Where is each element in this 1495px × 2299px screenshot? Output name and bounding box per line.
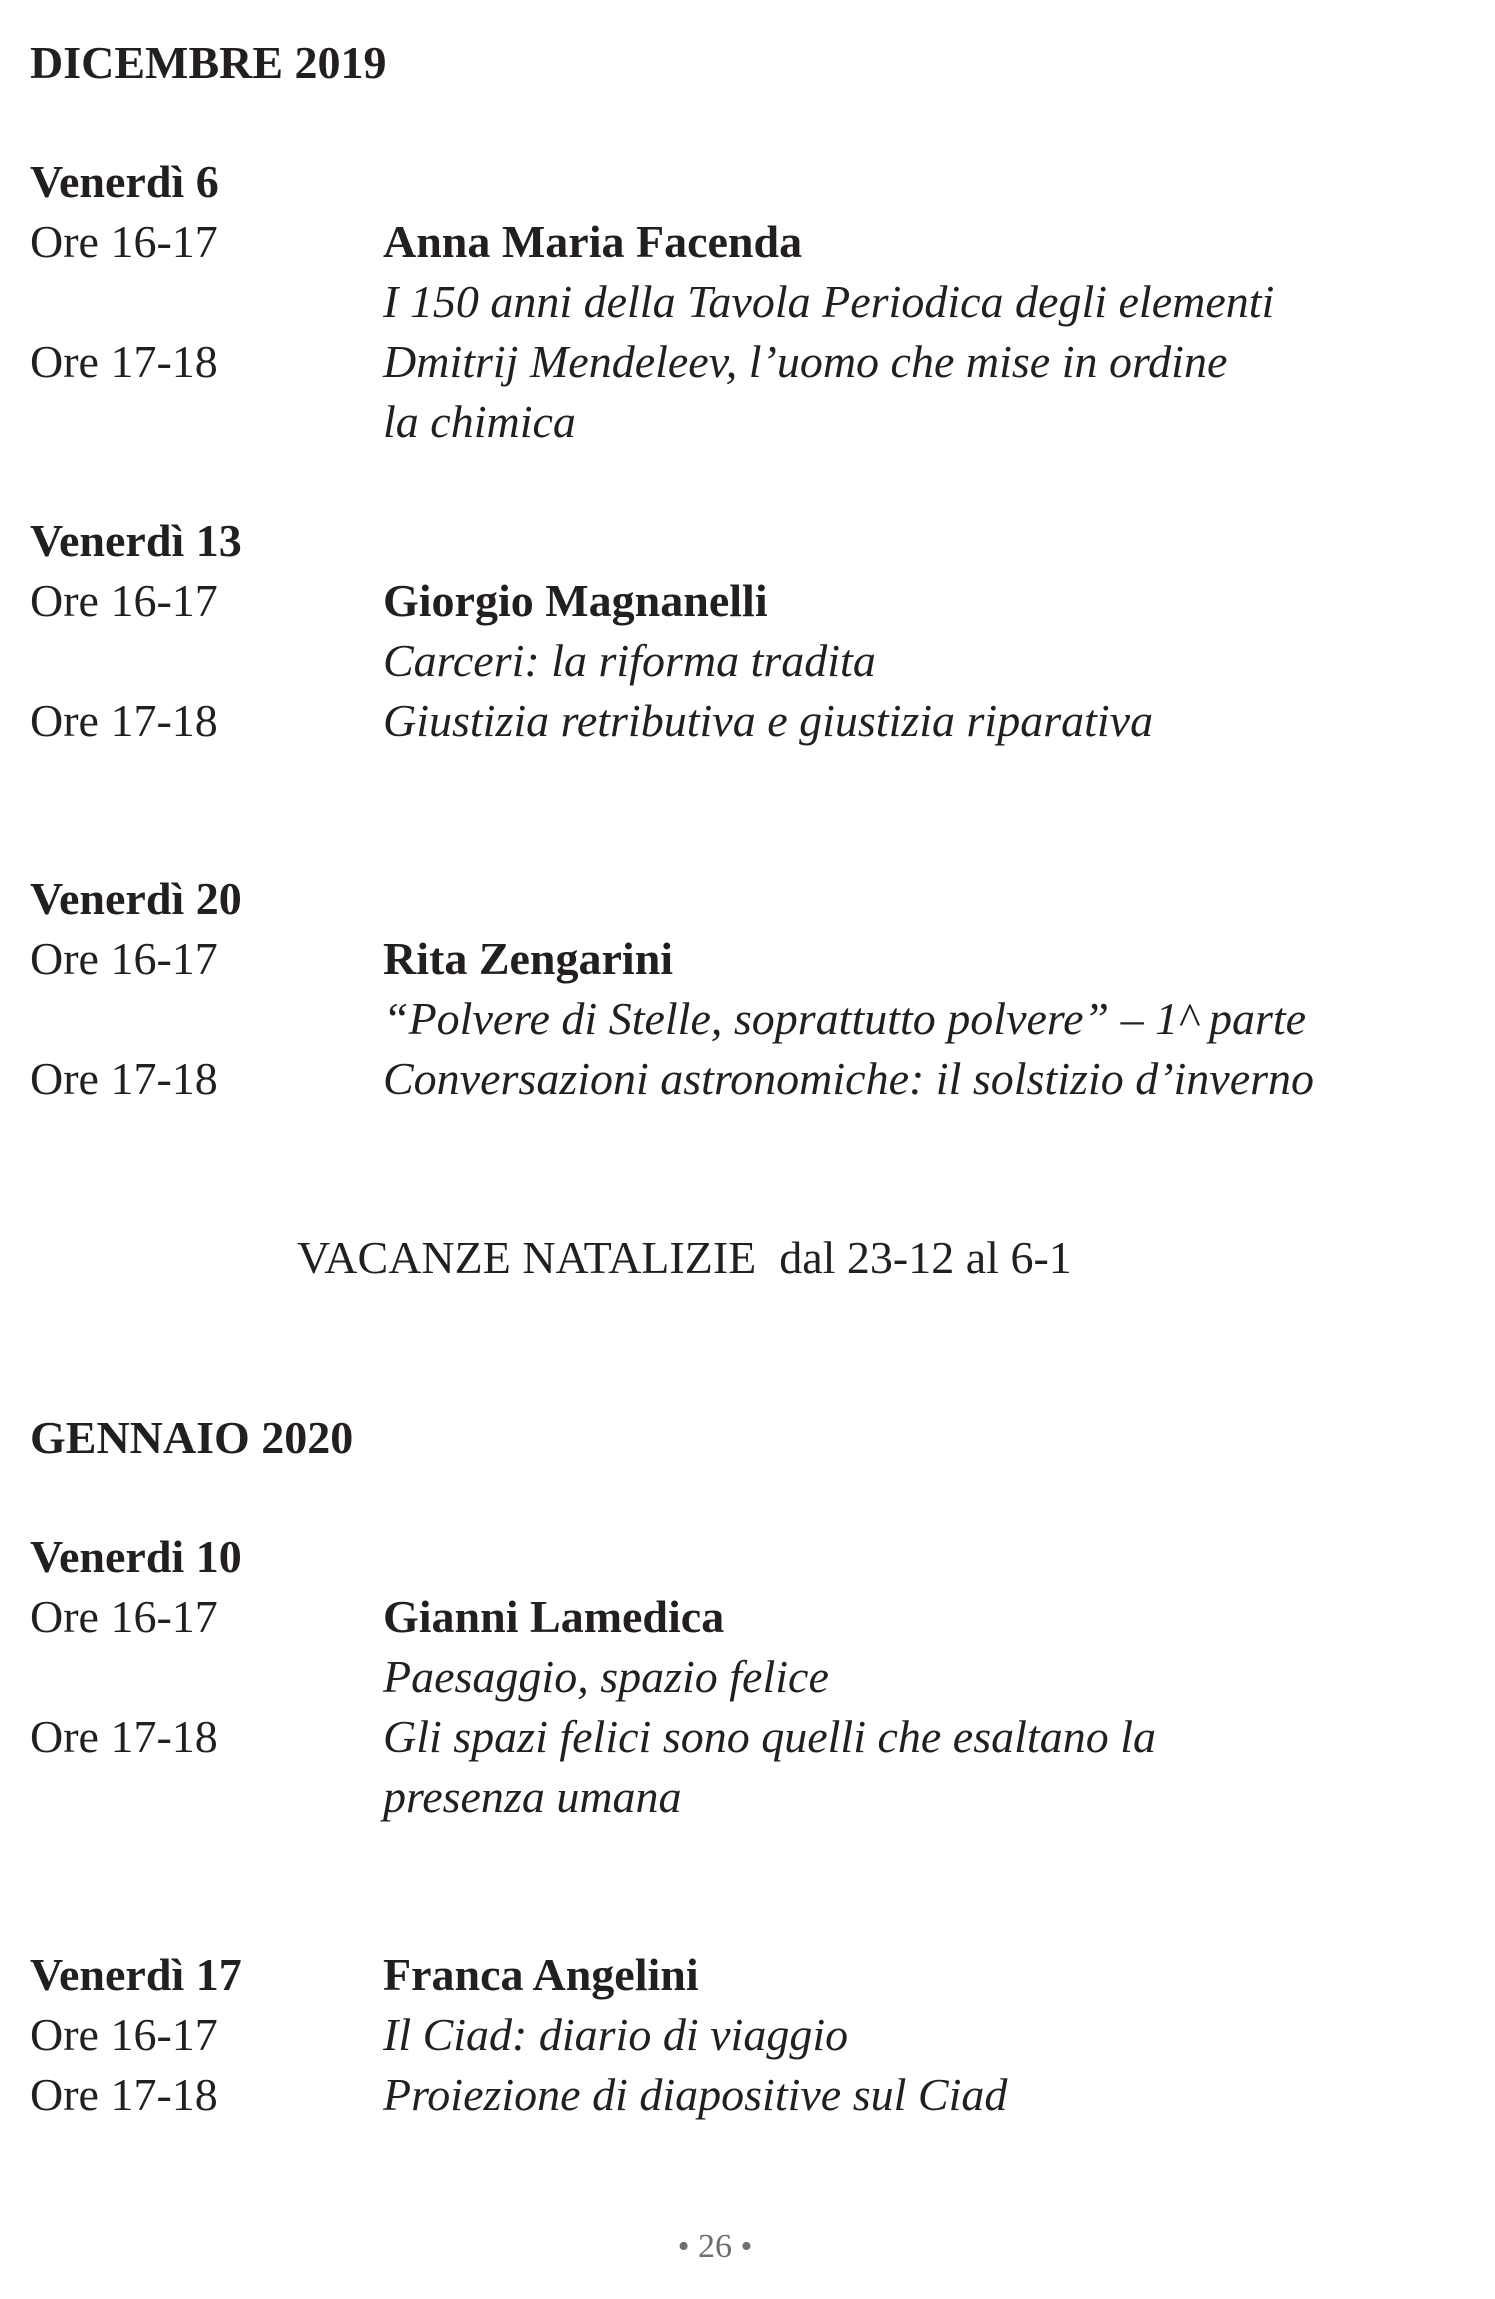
day-heading: Venerdi 10 [30, 1531, 242, 1582]
page-number: • 26 • [677, 2228, 753, 2265]
time-slot: Ore 17-18 [30, 2069, 218, 2120]
topic-text: Il Ciad: diario di viaggio [383, 2009, 849, 2060]
speaker-name: Anna Maria Facenda [383, 216, 803, 267]
speaker-name: Giorgio Magnanelli [383, 575, 768, 626]
day-heading: Venerdì 20 [30, 873, 242, 924]
speaker-name: Gianni Lamedica [383, 1591, 725, 1642]
topic-text: Gli spazi felici sono quelli che esaltano la [383, 1711, 1156, 1762]
time-slot: Ore 17-18 [30, 1711, 218, 1762]
topic-text: Proiezione di diapositive sul Ciad [383, 2069, 1008, 2120]
vacation-note: VACANZE NATALIZIE dal 23-12 al 6-1 [297, 1232, 1072, 1283]
speaker-name: Rita Zengarini [383, 933, 674, 984]
topic-text: presenza umana [383, 1771, 682, 1822]
time-slot: Ore 16-17 [30, 216, 218, 267]
time-slot: Ore 16-17 [30, 2009, 218, 2060]
time-slot: Ore 16-17 [30, 575, 218, 626]
month-heading-december: DICEMBRE 2019 [30, 37, 387, 88]
time-slot: Ore 17-18 [30, 695, 218, 746]
day-heading: Venerdì 6 [30, 156, 219, 207]
time-slot: Ore 17-18 [30, 1053, 218, 1104]
day-heading: Venerdì 13 [30, 515, 242, 566]
time-slot: Ore 16-17 [30, 933, 218, 984]
topic-text: “Polvere di Stelle, soprattutto polvere” – 1^ parte [383, 993, 1307, 1044]
topic-text: Dmitrij Mendeleev, l’uomo che mise in ordine [383, 336, 1228, 387]
speaker-name: Franca Angelini [383, 1949, 699, 2000]
topic-text: Giustizia retributiva e giustizia riparativa [383, 695, 1154, 746]
topic-text: Carceri: la riforma tradita [383, 635, 876, 686]
topic-text: Paesaggio, spazio felice [383, 1651, 829, 1702]
topic-text: Conversazioni astronomiche: il solstizio d’inverno [383, 1053, 1315, 1104]
time-slot: Ore 17-18 [30, 336, 218, 387]
topic-text: I 150 anni della Tavola Periodica degli elementi [383, 276, 1275, 327]
month-heading-january: GENNAIO 2020 [30, 1412, 354, 1463]
day-heading: Venerdì 17 [30, 1949, 242, 2000]
topic-text: la chimica [383, 396, 576, 447]
time-slot: Ore 16-17 [30, 1591, 218, 1642]
